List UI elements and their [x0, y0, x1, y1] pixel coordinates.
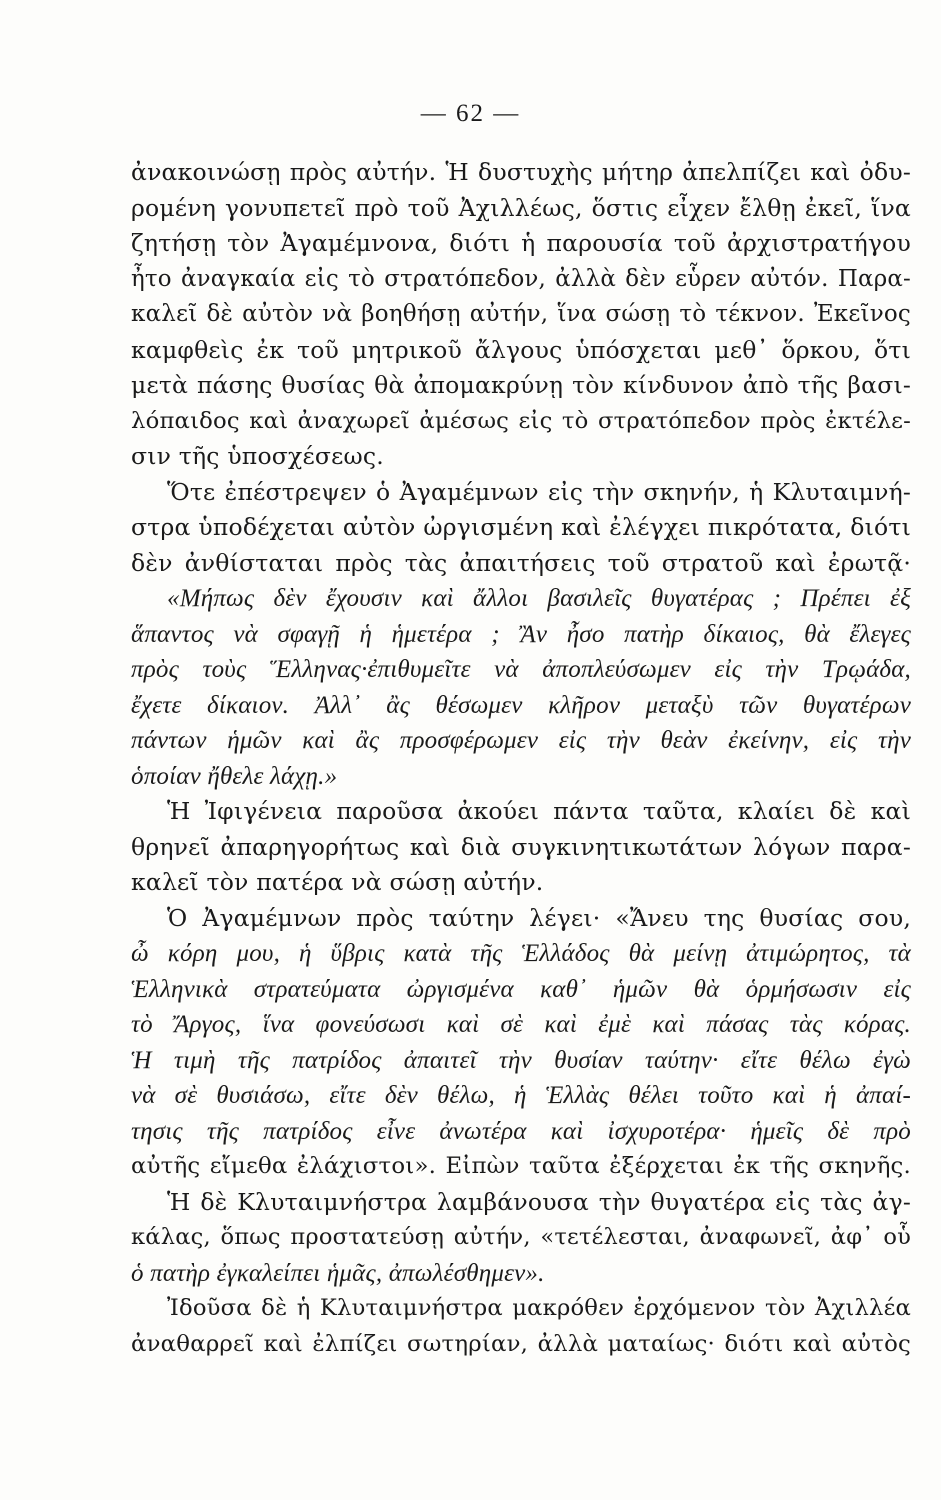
text-line: κάλας, ὅπως προστατεύσῃ αὐτήν, «τετέλεσται, ἀναφωνεῖ, ἀφ᾿ οὗ	[131, 1224, 911, 1250]
text-line: Ἡ τιμὴ τῆς πατρίδος ἀπαιτεῖ τὴν θυσίαν ταύτην· εἴτε θέλω ἐγὼ	[131, 1046, 911, 1074]
text-line: ἀνακοινώσῃ πρὸς αὐτήν. Ἡ δυστυχὴς μήτηρ ἀπελπίζει καὶ ὀδυ-	[131, 158, 911, 186]
text-line: Ἑλληνικὰ στρατεύματα ὠργισμένα καθ᾿ ἡμῶν θὰ ὁρμήσωσιν εἰς	[131, 975, 911, 1003]
page-number: — 62 —	[420, 100, 521, 127]
text-line: νὰ σὲ θυσιάσω, εἴτε δὲν θέλω, ἡ Ἑλλὰς θέλει τοῦτο καὶ ἡ ἀπαί-	[131, 1082, 911, 1109]
text-line: θρηνεῖ ἀπαρηγορήτως καὶ διὰ συγκινητικωτάτων λόγων παρα-	[131, 832, 911, 861]
text-line: λόπαιδος καὶ ἀναχωρεῖ ἀμέσως εἰς τὸ στρατόπεδον πρὸς ἐκτέλε-	[131, 407, 911, 434]
text-line: τὸ Ἄργος, ἵνα φονεύσωσι καὶ σὲ καὶ ἐμὲ καὶ πάσας τὰς κόρας.	[131, 1011, 911, 1038]
text-line: μετὰ πάσης θυσίας θὰ ἀπομακρύνῃ τὸν κίνδυνον ἀπὸ τῆς βασι-	[131, 371, 911, 399]
text-line: ρομένη γονυπετεῖ πρὸ τοῦ Ἀχιλλέως, ὅστις εἶχεν ἔλθῃ ἐκεῖ, ἵνα	[131, 193, 911, 222]
text-line: καμφθεὶς ἐκ τοῦ μητρικοῦ ἄλγους ὑπόσχεται μεθ᾿ ὅρκου, ὅτι	[131, 335, 911, 364]
text-line: πάντων ἡμῶν καὶ ἂς προσφέρωμεν εἰς τὴν θεὰν ἐκείνην, εἰς τὴν	[131, 727, 911, 754]
text-line: ὦ κόρη μου, ἡ ὕβρις κατὰ τῆς Ἑλλάδος θὰ μείνῃ ἀτιμώρητος, τὰ	[131, 940, 911, 967]
text-line: ὁποίαν ἤθελε λάχῃ.»	[131, 762, 338, 790]
text-line: δὲν ἀνθίσταται πρὸς τὰς ἀπαιτήσεις τοῦ στρατοῦ καὶ ἐρωτᾷ·	[131, 548, 911, 577]
text-line: καλεῖ τὸν πατέρα νὰ σώσῃ αὐτήν.	[131, 868, 544, 896]
body-text	[131, 155, 911, 1362]
text-line: αὐτῆς εἴμεθα ἐλάχιστοι». Εἰπὼν ταῦτα ἐξέρχεται ἐκ τῆς σκηνῆς.	[131, 1153, 911, 1179]
text-line: Ἡ Ἰφιγένεια παροῦσα ἀκούει πάντα ταῦτα, κλαίει δὲ καὶ	[167, 797, 911, 825]
text-line: τησις τῆς πατρίδος εἶνε ἀνωτέρα καὶ ἰσχυροτέρα· ἡμεῖς δὲ πρὸ	[131, 1117, 911, 1145]
text-line: Ἡ δὲ Κλυταιμνήστρα λαμβάνουσα τὴν θυγατέρα εἰς τὰς ἀγ-	[167, 1187, 911, 1216]
text-line: Ὁ Ἀγαμέμνων πρὸς ταύτην λέγει· «Ἄνευ της θυσίας σου,	[167, 903, 911, 932]
text-line: καλεῖ δὲ αὐτὸν νὰ βοηθήσῃ αὐτήν, ἵνα σώσῃ τὸ τέκνον. Ἐκεῖνος	[131, 301, 911, 327]
text-line: «Μήπως δὲν ἔχουσιν καὶ ἄλλοι βασιλεῖς θυγατέρας ; Πρέπει ἐξ	[167, 585, 911, 612]
text-line: ἀναθαρρεῖ καὶ ἐλπίζει σωτηρίαν, ἀλλὰ ματαίως· διότι καὶ αὐτὸς	[131, 1330, 911, 1357]
text-line: ἔχετε δίκαιον. Ἀλλ᾿ ἂς θέσωμεν κλῆρον μεταξὺ τῶν θυγατέρων	[131, 691, 911, 719]
text-line: ζητήσῃ τὸν Ἀγαμέμνονα, διότι ἡ παρουσία τοῦ ἀρχιστρατήγου	[131, 229, 911, 257]
text-line: Ἰδοῦσα δὲ ἡ Κλυταιμνήστρα μακρόθεν ἐρχόμενον τὸν Ἀχιλλέα	[167, 1295, 911, 1321]
text-line: ἦτο ἀναγκαία εἰς τὸ στρατόπεδον, ἀλλὰ δὲν εὗρεν αὐτόν. Παρα-	[131, 265, 911, 292]
text-line: ἅπαντος νὰ σφαγῇ ἡ ἡμετέρα ; Ἂν ἦσο πατὴρ δίκαιος, θὰ ἔλεγες	[131, 620, 911, 648]
text-line: ὁ πατὴρ ἐγκαλείπει ἡμᾶς, ἀπωλέσθημεν».	[131, 1259, 545, 1287]
text-line: σιν τῆς ὑποσχέσεως.	[131, 442, 384, 470]
text-line: Ὅτε ἐπέστρεψεν ὁ Ἀγαμέμνων εἰς τὴν σκηνήν, ἡ Κλυταιμνή-	[167, 477, 911, 506]
text-line: πρὸς τοὺς Ἕλληνας·ἐπιθυμεῖτε νὰ ἀποπλεύσωμεν εἰς τὴν Τρῳάδα,	[131, 656, 911, 683]
text-line: στρα ὑποδέχεται αὐτὸν ὠργισμένη καὶ ἐλέγχει πικρότατα, διότι	[131, 513, 911, 541]
